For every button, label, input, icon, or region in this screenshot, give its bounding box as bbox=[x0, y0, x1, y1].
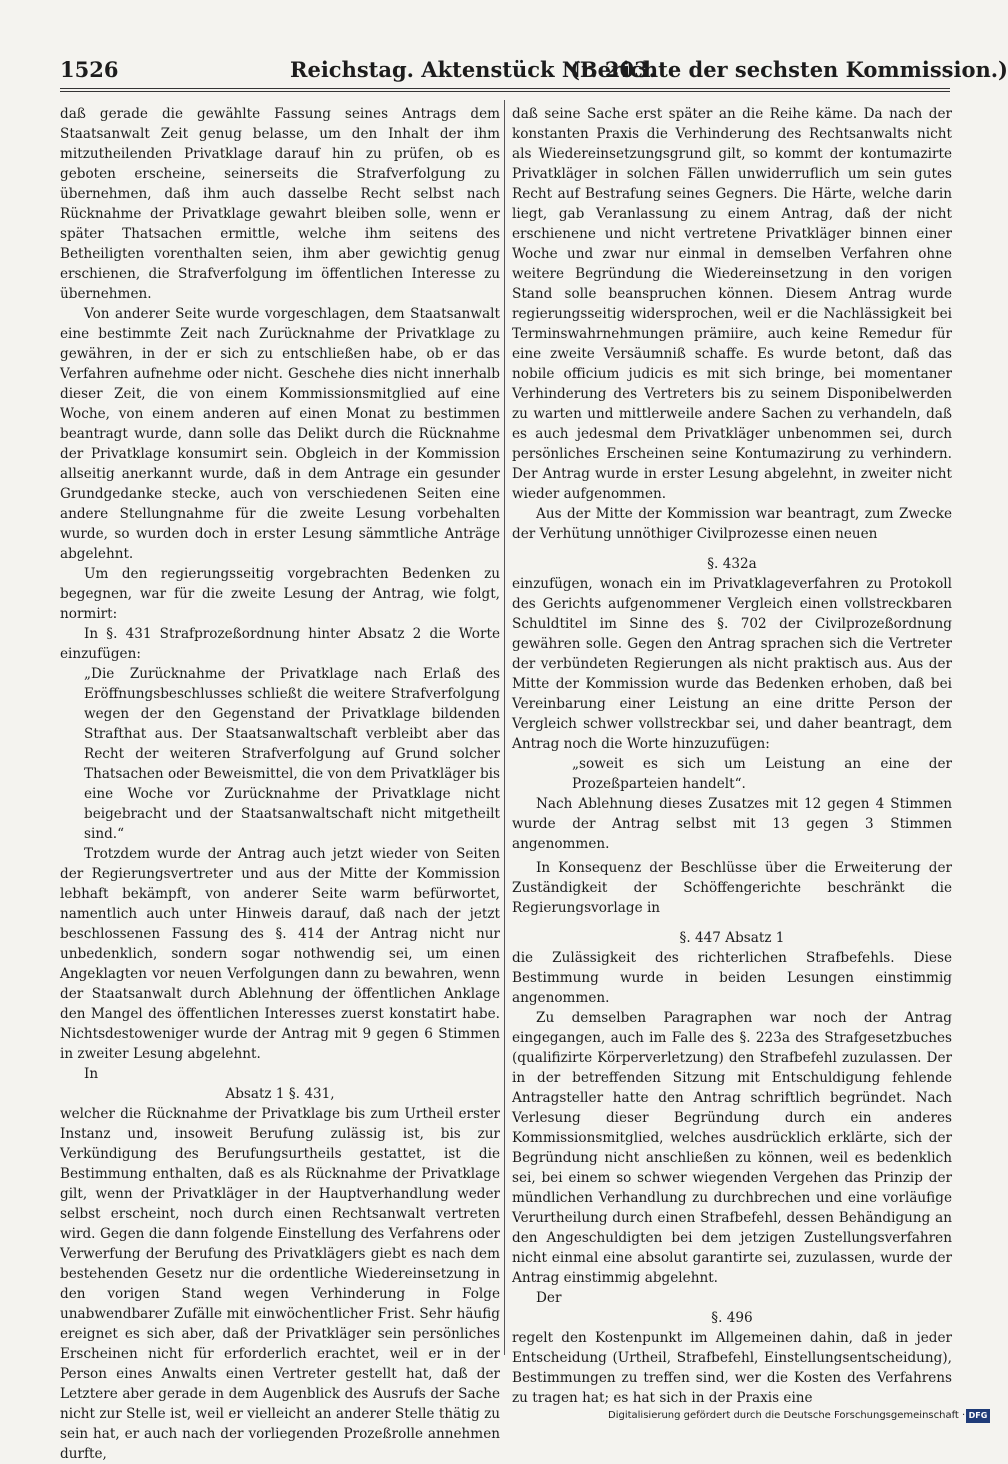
paragraph: In §. 431 Strafprozeßordnung hinter Absatz 2 die Worte einzufügen: bbox=[60, 626, 500, 662]
page-number: 1526 bbox=[60, 57, 119, 82]
paragraph: Um den regierungsseitig vorgebrachten Bedenken zu begegnen, war für die zweite Lesung der Antrag, wie folgt, normirt: bbox=[60, 566, 500, 622]
paragraph: Trotzdem wurde der Antrag auch jetzt wieder von Seiten der Regierungsvertreter und aus der Mitte der Kommission lebhaft bekämpft, von anderer Seite warm befürwortet, namentlich auch unter Hinweis darauf, daß nach der jetzt beschlossenen Fassung des §. 414 der Antrag nicht nur unbedenklich, sondern sogar nothwendig sei, um einen Angeklagten vor neuen Verfolgungen dann zu bewahren, wenn der Staatsanwalt durch Ablehnung der öffentlichen Anklage den Mangel des öffentlichen Interesses zuerst konstatirt habe. Nichtsdestoweniger wurde der Antrag mit 9 gegen 6 Stimmen in zweiter Lesung abgelehnt. bbox=[60, 846, 500, 1062]
section-heading: §. 432a bbox=[707, 556, 757, 572]
document-subtitle: (Berichte der sechsten Kommission.) bbox=[570, 57, 1008, 82]
section-heading: §. 496 bbox=[711, 1310, 753, 1326]
paragraph: Der bbox=[536, 1290, 562, 1306]
section-heading: Absatz 1 §. 431, bbox=[225, 1086, 335, 1102]
paragraph: daß seine Sache erst später an die Reihe käme. Da nach der konstanten Praxis die Verhinderung des Rechtsanwalts nicht als Wiedereinsetzungsgrund gilt, so kommt der kontumazirte Privatkläger in solchen Fällen unwiderruflich um sein gutes Recht auf Bestrafung seines Gegners. Die Härte, welche darin liegt, gab Veranlassung zu einem Antrag, daß der nicht erschienene und nicht vertretene Privatkläger binnen einer Woche und zwar nur einmal in demselben Verfahren ohne weitere Begründung die Wiedereinsetzung in den vorigen Stand solle beanspruchen können. Diesem Antrag wurde regierungsseitig widersprochen, weil er die Nachlässigkeit bei Terminswahrnehmungen prämiire, auch keine Remedur für eine zweite Versäumniß schaffe. Es wurde betont, daß das nobile officium judicis es mit sich bringe, bei momentaner Verhinderung des Vertreters bis zu seinem Disponibelwerden zu warten und mittlerweile andere Sachen zu verhandeln, daß es auch jedesmal dem Privatkläger unbenommen sei, durch persönliches Erscheinen seine Kontumazirung zu verhindern. Der Antrag wurde in erster Lesung abgelehnt, in zweiter nicht wieder aufgenommen. bbox=[512, 106, 952, 502]
dfg-logo: DFG bbox=[966, 1409, 990, 1423]
paragraph: Zu demselben Paragraphen war noch der Antrag eingegangen, auch im Falle des §. 223a des Strafgesetzbuches (qualifizirte Körperverletzung) den Strafbefehl zuzulassen. Der in der betreffenden Sitzung mit Entschuldigung fehlende Antragsteller hatte den Antrag schriftlich begründet. Nach Verlesung dieser Begründung durch ein anderes Kommissionsmitglied, welches ausdrücklich erklärte, sich der Begründung nicht anschließen zu können, weil es bedenklich sei, bei einem so schwer wiegenden Vergehen das Prinzip der mündlichen Verhandlung zu durchbrechen und eine vorläufige Verurtheilung durch einen Strafbefehl, dessen Behändigung an den Angeschuldigten bei dem jetzigen Zustellungsverfahren nicht einmal eine absolut garantirte sei, zuzulassen, wurde der Antrag einstimmig abgelehnt. bbox=[512, 1010, 952, 1286]
paragraph: Nach Ablehnung dieses Zusatzes mit 12 gegen 4 Stimmen wurde der Antrag selbst mit 13 gegen 3 Stimmen angenommen. bbox=[512, 796, 952, 852]
paragraph: die Zulässigkeit des richterlichen Strafbefehls. Diese Bestimmung wurde in beiden Lesungen einstimmig angenommen. bbox=[512, 950, 952, 1006]
paragraph: daß gerade die gewählte Fassung seines Antrags dem Staatsanwalt Zeit genug belasse, um den Inhalt der ihm mitzutheilenden Privatklage darauf hin zu prüfen, ob es geboten erscheine, seinerseits die Strafverfolgung zu übernehmen, daß ihm auch dasselbe Recht selbst nach Rücknahme der Privatklage gewahrt bleiben solle, wenn er später Thatsachen ermittle, welche ihm seitens des Betheiligten vorenthalten seien, ihm aber gewichtig genug erschienen, die Strafverfolgung im öffentlichen Interesse zu übernehmen. bbox=[60, 106, 500, 302]
section-heading: §. 447 Absatz 1 bbox=[679, 930, 785, 946]
right-column bbox=[512, 104, 952, 1406]
header-rule-bottom bbox=[60, 91, 950, 92]
column-divider bbox=[504, 100, 505, 1355]
quoted-addition: „soweit es sich um Leistung an eine der Prozeßparteien handelt“. bbox=[572, 756, 952, 792]
paragraph: In bbox=[84, 1066, 99, 1082]
left-column bbox=[60, 104, 500, 1462]
document-title: Reichstag. Aktenstück Nr. 203. bbox=[290, 57, 656, 82]
page-header bbox=[60, 54, 1008, 86]
paragraph: regelt den Kostenpunkt im Allgemeinen dahin, daß in jeder Entscheidung (Urtheil, Strafbefehl, Einstellungsentscheidung), Bestimmungen zu treffen sind, wer die Kosten des Verfahrens zu tragen hat; es hat sich in der Praxis eine bbox=[512, 1330, 952, 1406]
header-rule-top bbox=[60, 88, 950, 89]
paragraph: Von anderer Seite wurde vorgeschlagen, dem Staatsanwalt eine bestimmte Zeit nach Zurücknahme der Privatklage zu gewähren, in der er sich zu entschließen habe, ob er das Verfahren aufnehme oder nicht. Geschehe dies nicht innerhalb dieser Zeit, die von einem Kommissionsmitglied auf eine Woche, von einem anderen auf einen Monat zu bestimmen beantragt wurde, dann solle das Delikt durch die Rücknahme der Privatklage konsumirt sein. Obgleich in der Kommission allseitig anerkannt wurde, daß in dem Antrage ein gesunder Grundgedanke stecke, auch von verschiedenen Seiten eine andere Stellungnahme für die zweite Lesung vorbehalten wurde, so wurden doch in erster Lesung sämmtliche Anträge abgelehnt. bbox=[60, 306, 500, 562]
paragraph: Aus der Mitte der Kommission war beantragt, zum Zwecke der Verhütung unnöthiger Civilprozesse einen neuen bbox=[512, 506, 952, 542]
paragraph: In Konsequenz der Beschlüsse über die Erweiterung der Zuständigkeit der Schöffengerichte beschränkt die Regierungsvorlage in bbox=[512, 860, 952, 916]
digitization-credit: Digitalisierung gefördert durch die Deutsche Forschungsgemeinschaft · bbox=[608, 1410, 966, 1421]
quoted-amendment: „Die Zurücknahme der Privatklage nach Erlaß des Eröffnungsbeschlusses schließt die weitere Strafverfolgung wegen der den Gegenstand der Privatklage bildenden Strafthat aus. Der Staatsanwaltschaft verbleibt aber das Recht der weiteren Strafverfolgung auf Grund solcher Thatsachen oder Beweismittel, die von dem Privatkläger bis eine Woche vor Zurücknahme der Privatklage nicht beigebracht und der Staatsanwaltschaft nicht mitgetheilt sind.“ bbox=[84, 666, 500, 842]
paragraph: welcher die Rücknahme der Privatklage bis zum Urtheil erster Instanz und, insoweit Berufung zulässig ist, bis zur Verkündigung des Berufungsurtheils gestattet, ist die Bestimmung enthalten, daß es als Rücknahme der Privatklage gilt, wenn der Privatkläger in der Hauptverhandlung weder selbst erscheint, noch durch einen Rechtsanwalt vertreten wird. Gegen die dann folgende Einstellung des Verfahrens oder Verwerfung der Berufung des Privatklägers giebt es nach dem bestehenden Gesetz nur die ordentliche Wiedereinsetzung in den vorigen Stand wegen Verhinderung in Folge unabwendbarer Zufälle mit einwöchentlicher Frist. Sehr häufig ereignet es sich aber, daß der Privatkläger sein persönliches Erscheinen nicht für erforderlich erachtet, weil er in der Person eines Anwalts einen Vertreter gestellt hat, daß der Letztere aber gerade in dem Augenblick des Ausrufs der Sache nicht zur Stelle ist, weil er vielleicht an anderer Stelle thätig zu sein hat, er auch nach der vorliegenden Prozeßrolle annehmen durfte, bbox=[60, 1106, 500, 1462]
paragraph: einzufügen, wonach ein im Privatklageverfahren zu Protokoll des Gerichts aufgenommener Vergleich einen vollstreckbaren Schuldtitel im Sinne des §. 702 der Civilprozeßordnung gewähren solle. Gegen den Antrag sprachen sich die Vertreter der verbündeten Regierungen als nicht praktisch aus. Aus der Mitte der Kommission wurde das Bedenken erhoben, daß bei Vereinbarung einer Leistung an eine dritte Person der Vergleich schwer vollstreckbar sei, und daher beantragt, dem Antrag noch die Worte hinzuzufügen: bbox=[512, 576, 952, 752]
